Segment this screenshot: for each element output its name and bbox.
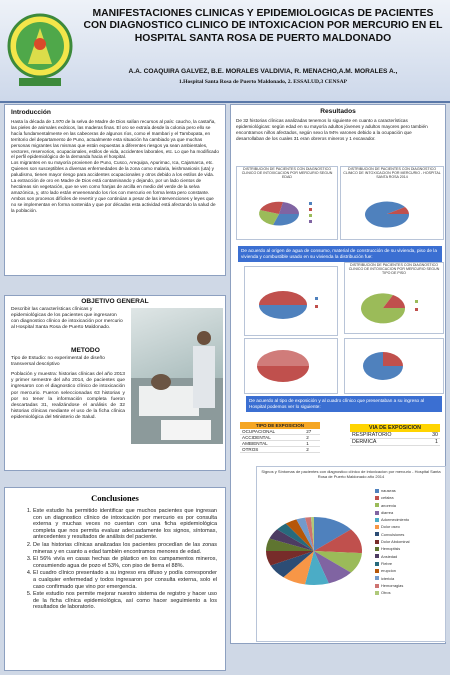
sex-distribution-chart [340,166,444,240]
affiliation: 1.Hospital Santa Rosa de Puerto Maldonado, 2. ESSALUD,3 CENSAP [178,79,348,85]
floor-pie-graphic [345,276,443,336]
legend-item [375,509,410,516]
table-cell: 2 [304,435,320,441]
legend-item [375,589,410,596]
exposure-type-table [240,422,320,453]
legend-swatch [375,503,379,507]
water-housing-note: De acuerdo al origen de agua de consumo, material de construcción de su vivienda, piso de la vivienda y combustible usado en su vivienda la distribución fue: [238,246,442,262]
exposure-route-table [350,424,440,446]
legend-label: nauseas [381,488,396,493]
symptoms-legend [375,487,410,596]
legend-label: Adormecimiento [381,517,410,523]
chart-title: DISTRIBUCION DE PACIENTES CON DIAGNOSTICO CLINICO DE INTOXICACION POR MERCURIO SEGUN EDAD [241,167,333,180]
sex-pie-graphic [341,180,443,242]
table-cell: ACCIDENTAL [240,435,304,441]
legend-item [375,545,410,552]
poster-header [0,0,450,103]
table-cell: 2 [304,447,320,453]
fuel-pie-graphic [345,339,443,393]
legend-label: anorexia [381,502,396,508]
chart-title: DISTRIBUCION DE PACIENTES CON DIAGNOSTICO CLINICO DE INTOXICACION POR MERCURIO - HOSPITAL SANTA ROSA 2014 [343,167,441,180]
legend-label: Fiebre [381,560,393,566]
legend-swatch [375,540,379,544]
legend-label: Hemorragias [381,582,404,588]
exposure-type-header: TIPO DE EXPOSICION [240,422,320,429]
legend-item [375,538,410,545]
conclusion-item: 1. Este estudio ha permitido identificar que muchos pacientes que ingresan con un diagnostico clínico de intoxicación por mercurio es por consulta externa y muchas veces no cuentan con una ficha epidemiológica completa que nos permita evaluar adecuadamente los signos, síntomas, antecedentes y resultados de análisis del paciente. [33,508,217,541]
method-section [11,348,219,421]
table-cell: 30 [423,432,440,439]
objective-text: Describir las características clínicas y epidemiológicas de los pacientes que ingresaron con diagnostico clínico de intoxicación por mercurio al Hospital Santa Rosa de Puerto Maldonado. [11,307,123,331]
conclusions-panel [4,487,226,671]
legend-label: cefalea [381,495,394,501]
legend-item [375,502,410,509]
legend-swatch [375,562,379,566]
symptoms-pie-graphic [259,489,369,609]
legend-label: erupcion [381,568,396,574]
table-cell: AMBIENTAL [240,441,304,447]
legend-item [375,516,410,523]
exposure-note: De acuerdo al tipo de exposición y al cuadro clínico que presentaban a su ingreso al Hospital podemos ver lo siguiente: [246,396,442,412]
introduction-panel [4,104,226,276]
table-row [240,447,320,453]
legend-swatch [375,511,379,515]
legend-swatch [375,518,379,522]
conclusion-item: 5. Este estudio nos permite mejorar nuestro sistema de registro y hacer uso de la ficha clínica epidemiológica, así como hacer seguimiento a los resultados de laboratorio. [33,591,217,611]
legend-item [375,494,410,501]
introduction-heading: Introducción [11,109,51,116]
legend-item [375,553,410,560]
conclusions-list [13,508,217,611]
legend-swatch [375,554,379,558]
age-pie-graphic [237,180,337,242]
symptoms-chart-title: Signos y Síntomas de pacientes con diagnostico clínico de intoxicacion por mercurio - Hospital Santa Rosa de Puerto Maldonado año 2014 [261,469,441,479]
legend-swatch [375,525,379,529]
chart-title: DISTRIBUCION DE PACIENTES CON DIAGNOSTICO CLINICO DE INTOXICACION POR MERCURIO SEGUN TIPO DE PISO [348,263,440,276]
legend-swatch [375,584,379,588]
table-cell: OTROS [240,447,304,453]
introduction-paragraph-1: Hasta la década de 1.970 de la selva de Madre de Dios salían recursos al país: caucho, la castaña, las pieles de animales exóticos, las maderas finas. El oro se extraía desde la colonia pero ello se hacía fundamentalmente en las cabeceras de algunos ríos, como el Inambari y el Tambopata, en territorio del departamento de Puno, actualmente esta situación ha cambiado ya que muchas personas migrantes las mismas que están expuestas a diferentes riesgos ya sean ambientales, vectores, reservorios, ocupacionales, estilos de vida, accidentes laborales, etc. Lo que ha modificado el perfil epidemiológico de la demanda hacia el hospital. [11,119,219,160]
method-population: Población y muestra: historias clínicas del año 2013 y primer semestre del año 2014, de pacientes que ingresaron con el diagnostico clínico de intoxicación por mercurio. Fueron seleccionadas 63 historias y por no tener la información completa fueron descartadas 31, realizándose el análisis de 32 historias clínicas mediante el uso de la ficha clínica epidemiológica del Ministerio de Salud. [11,372,125,420]
legend-swatch [375,576,379,580]
objective-heading: OBJETIVO GENERAL [81,298,149,305]
age-distribution-chart [236,166,338,240]
table-cell: DERMICA [350,439,423,446]
fuel-type-chart [344,338,444,394]
table-cell: 1 [423,439,440,446]
legend-label: Ansiedad [381,553,398,559]
conclusion-item: 4. El cuadro clínico presentado a su ingreso era difuso y podía corresponder a cualquier enfermedad y todos ingresaron por consulta externa, solo el caso confirmado que vino por emergencia. [33,570,217,590]
legend-item [375,531,410,538]
introduction-paragraph-2: Los migrantes en su mayoría provienen de Puno, Cusco, Arequipa, Apurimac, Ica, Cajamarca, etc. Quienes son susceptibles a diversas enfermedades de la zona como malaria, leishmaniosis (uta) y paludismo, tienen mayor riesgo para accidentes ocupacionales y otros debido a los estilos de vida. [11,160,215,178]
legend-item [375,487,410,494]
water-source-chart [244,338,338,394]
legend-label: Convulsiones [381,531,405,537]
conclusion-item: 3. El 56% vivía en casas hechas de plástico en los campamentos mineros, consumiendo agua de pozo el 53%, con piso de tierra el 88%. [33,556,217,569]
conclusions-heading: Conclusiones [91,493,139,503]
legend-label: Dolor Abdominal [381,539,410,545]
results-summary: De 32 historias clínicas analizadas tenemos lo siguiente en cuanto a características epidemiológicas: según edad en su mayoría adultos jóvenes y adultos mayores pero también encontramos niños afectados, según sexo la 94% varones debido a la ocupación que desarrollaban de los cuales 31 eran obreros mineros y 1 excavador. [236,118,428,141]
method-study-type: Tipo de Estudio: no experimental de diseño transversal descriptivo [11,356,105,368]
authors: A.A. COAQUIRA GALVEZ, B.E. MORALES VALDIVIA, R. MENACHO,A.M. MORALES A., [128,68,398,75]
legend-label: diarrea [381,509,394,515]
introduction-paragraph-3: La extracción de oro en Madre de Dios está contaminando y dejando, por un lado cientos de hectáreas sin vegetación, que se ven como franjas de arcilla en medio del verde de la selva amazónica, y, otro lado están envenenando los ríos con mercurio en forma lenta pero constante. Ambos son procesos difíciles de revertir y que continúan a pesar de las intervenciones y leyes que no se implementan en forma sostenida y que por décadas esta actividad está afectando la salud de la población. [11,178,216,213]
legend-swatch [375,547,379,551]
housing-type-chart [244,266,338,336]
legend-label: Hemoptisis [381,546,401,552]
legend-swatch [375,591,379,595]
table-cell: 1 [304,441,320,447]
water-pie-graphic [245,339,337,393]
association-logo-icon [5,6,75,94]
legend-item [375,560,410,567]
method-heading: METODO [71,347,100,354]
legend-item [375,523,410,530]
table-row [350,439,440,446]
legend-label: Dolor oseo [381,524,400,530]
housing-pie-graphic [245,267,337,335]
legend-label: ictericia [381,575,395,581]
legend-item [375,582,410,589]
legend-label: Otros [381,590,391,596]
legend-swatch [375,532,379,536]
legend-swatch [375,489,379,493]
conclusion-item: 2. De las historias clínicas analizadas los pacientes procedían de las zonas mineras y en cuanto a edad también encontramos menores de edad. [33,542,217,555]
legend-swatch [375,569,379,573]
symptoms-chart [256,466,446,642]
exposure-route-header: VIA DE EXPOSICION [350,424,440,432]
table-cell: OCUPACIONAL [240,429,304,435]
results-heading: Resultados [320,108,356,115]
legend-item [375,575,410,582]
table-cell: 27 [304,429,320,435]
objective-method-panel [4,295,226,471]
table-cell: RESPIRATORIO [350,432,423,439]
floor-type-chart [344,262,444,334]
legend-item [375,567,410,574]
poster-title: MANIFESTACIONES CLINICAS Y EPIDEMIOLOGICAS DE PACIENTES CON DIAGNOSTICO CLINICO DE INTOXICACION POR MERCURIO EN EL HOSPITAL SANTA ROSA DE PUERTO MALDONADO [83,8,443,44]
legend-swatch [375,496,379,500]
